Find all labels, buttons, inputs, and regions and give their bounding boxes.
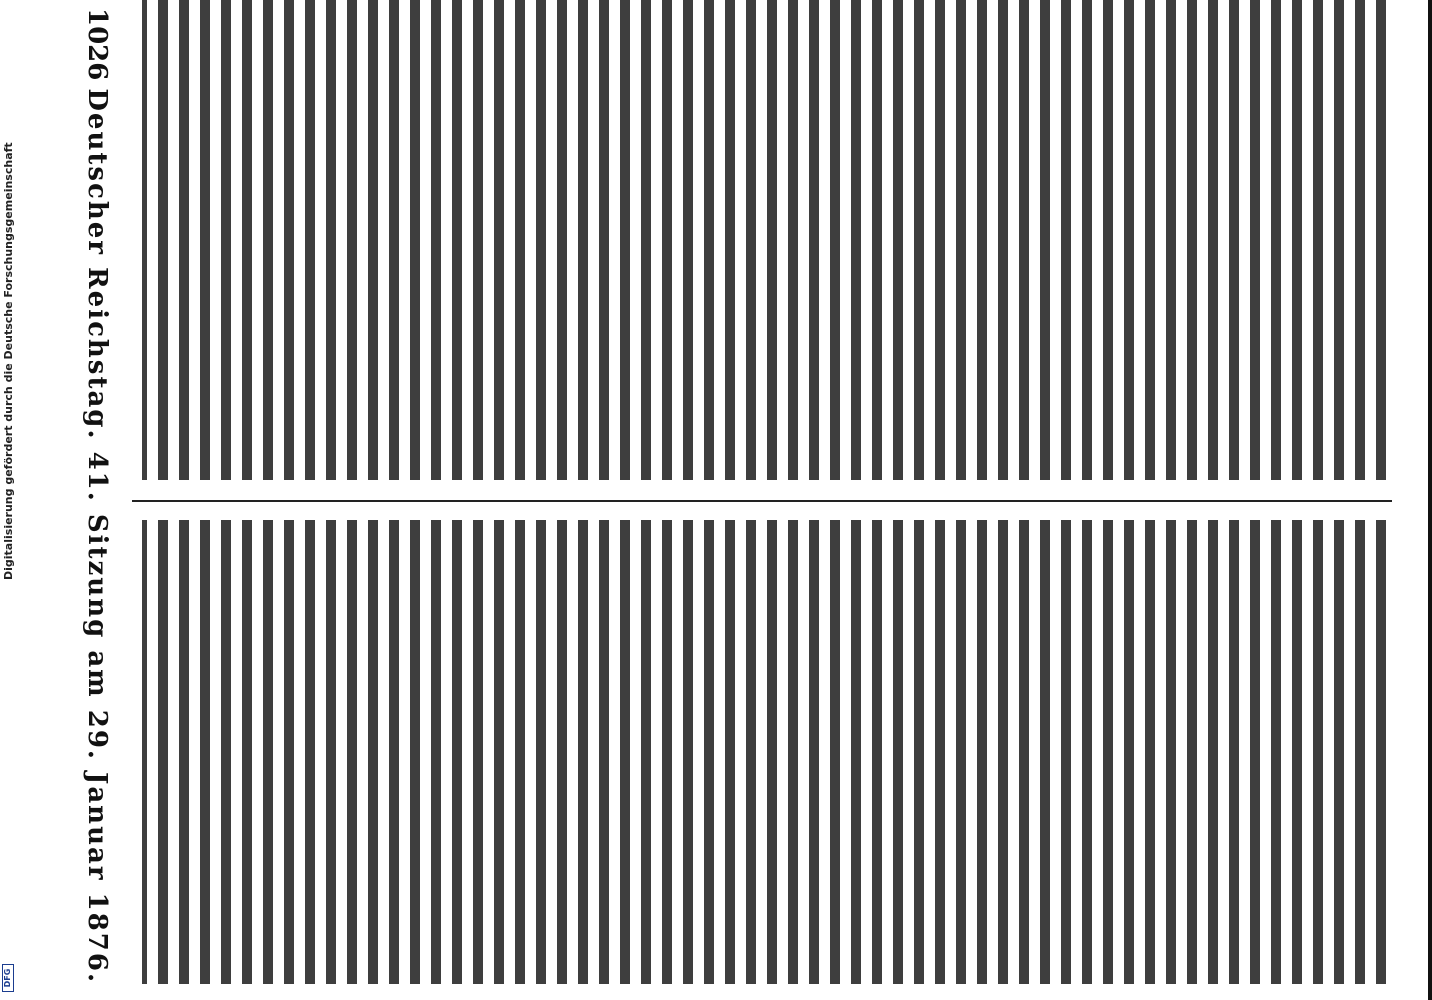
column-divider <box>132 500 1392 502</box>
digitization-credit: Digitalisierung gefördert durch die Deutsche Forschungsgemeinschaft <box>2 142 15 580</box>
dfg-logo: DFG <box>2 964 14 992</box>
page-header <box>82 8 132 992</box>
text-column-right <box>142 520 1392 984</box>
scan-edge <box>1428 0 1432 1000</box>
page-title: Deutscher Reichstag. 41. Sitzung am 29. Januar 1876. <box>82 88 112 984</box>
text-column-left <box>142 0 1392 480</box>
page-number: 1026 <box>82 8 112 81</box>
